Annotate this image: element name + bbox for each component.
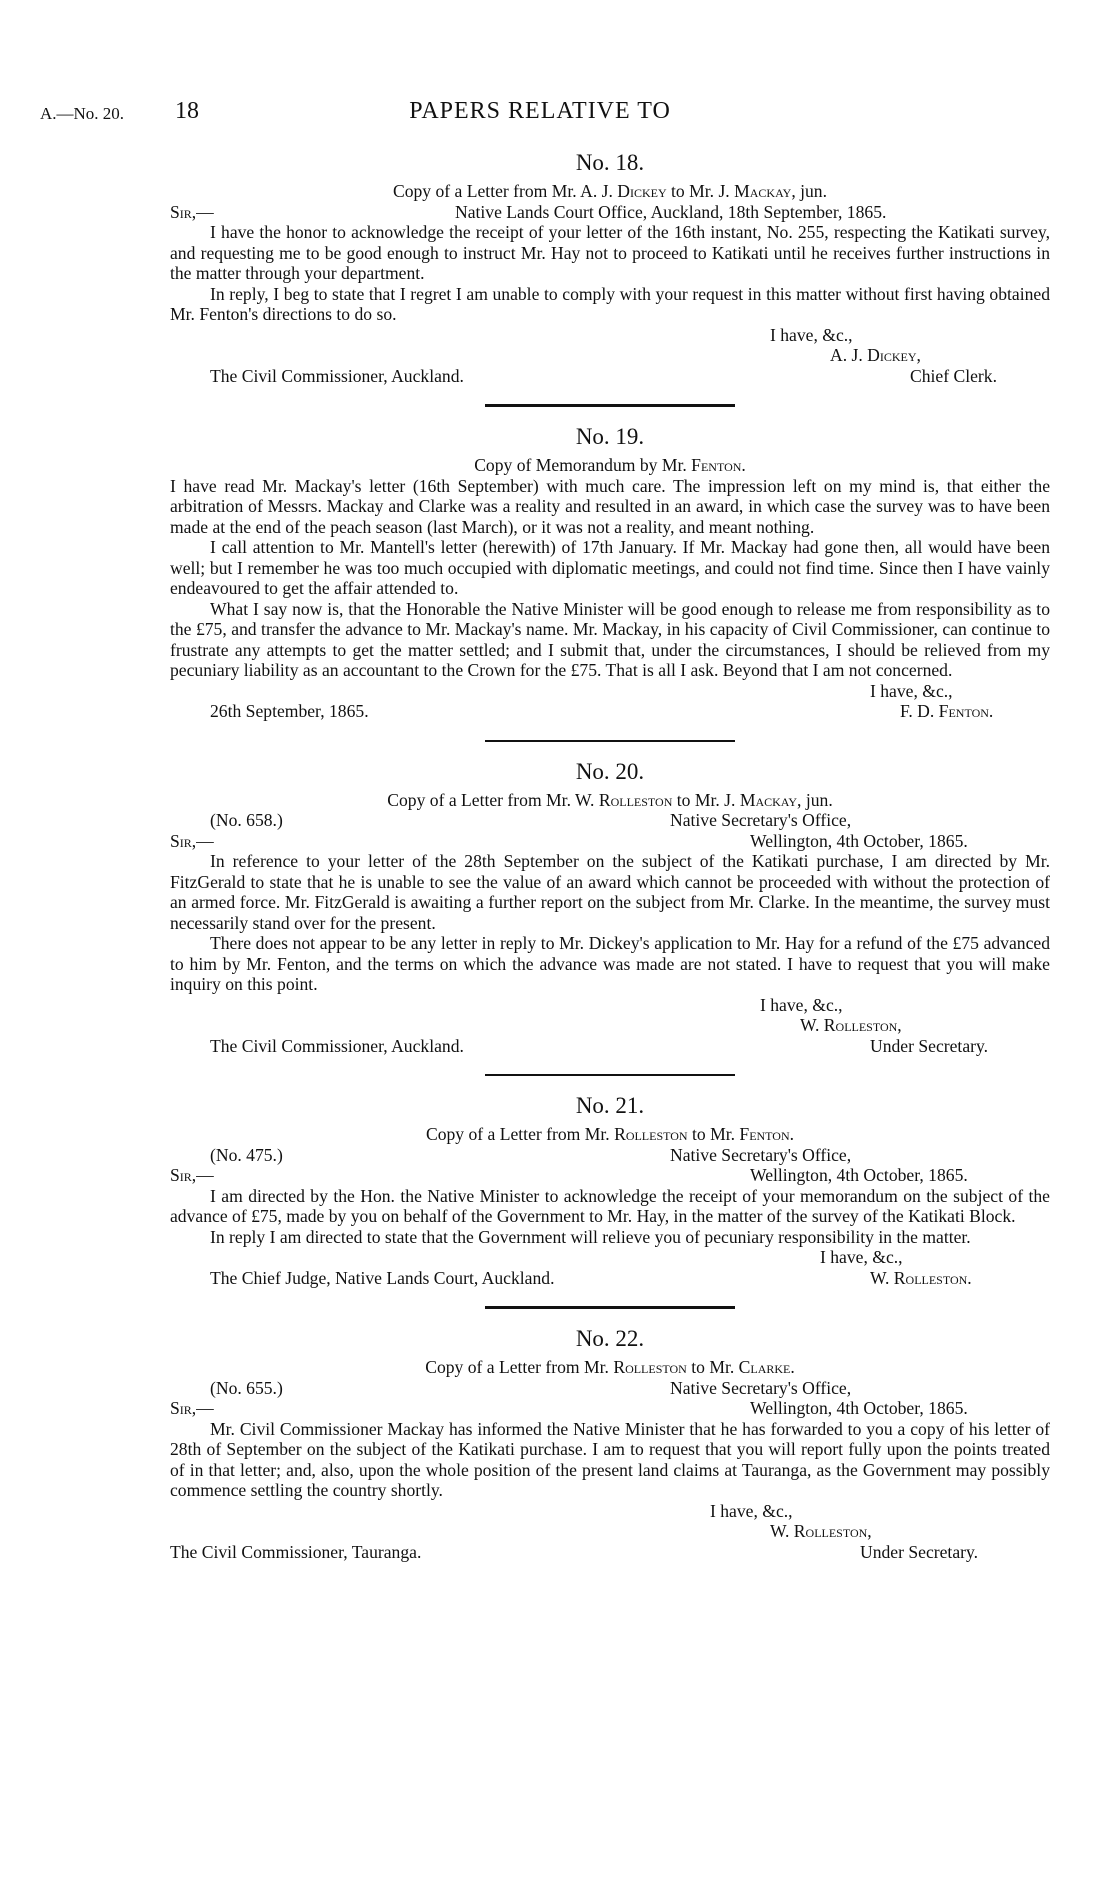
signer-title: Chief Clerk.: [910, 365, 997, 386]
salutation: Sir,—: [170, 1165, 214, 1185]
document-number: No. 18.: [575, 150, 645, 175]
reference-number: (No. 475.): [210, 1144, 283, 1165]
reference-number: (No. 655.): [210, 1377, 283, 1398]
paragraph: Mr. Civil Commissioner Mackay has informed the Native Minister that he has forwarded to you a copy of his letter of 28th of September on the subject of the Katikati purchase. I am to request that you will report fully upon the points treated of in that letter; and, also, upon the whole position of the present land claims at Tauranga, as the Government may possibly commence settling the country shortly.: [170, 1418, 1050, 1500]
closing: I have, &c.,: [870, 680, 953, 701]
document-no-19: [170, 423, 1050, 722]
document-number: No. 22.: [575, 1326, 645, 1351]
section-divider: [485, 404, 735, 407]
addressee: The Chief Judge, Native Lands Court, Auckland.: [210, 1267, 555, 1288]
document-no-18: [170, 149, 1050, 386]
paragraph: I call attention to Mr. Mantell's letter (herewith) of 17th January. If Mr. Mackay had gone then, all would have been well; but I remember he was too much occupied with diplomatic meetings, and could not find time. Since then I have vainly endeavoured to get the affair attended to.: [170, 537, 1050, 598]
document-number: No. 21.: [575, 1093, 645, 1118]
running-title: PAPERS RELATIVE TO: [409, 98, 671, 124]
office: Native Secretary's Office,: [670, 1144, 852, 1165]
closing: I have, &c.,: [820, 1247, 903, 1267]
document-caption: Copy of a Letter from Mr. Rolleston to Mr. Clarke.: [425, 1357, 795, 1377]
signer: W. Rolleston,: [770, 1521, 872, 1541]
salutation: Sir,—: [170, 1398, 214, 1418]
office-date: Native Lands Court Office, Auckland, 18th September, 1865.: [455, 201, 887, 222]
place-date: Wellington, 4th October, 1865.: [750, 830, 968, 851]
salutation-row: [170, 202, 1050, 223]
signer: W. Rolleston,: [800, 1015, 902, 1035]
document-caption: Copy of a Letter from Mr. W. Rolleston to Mr. J. Mackay, jun.: [387, 789, 833, 810]
section-divider: [485, 1306, 735, 1309]
paragraph: In reference to your letter of the 28th September on the subject of the Katikati purchase, I am directed by Mr. FitzGerald to state that he is unable to see the value of an award which cannot be proceeded with without the protection of an armed force. Mr. FitzGerald is awaiting a further report on the subject from Mr. Clarke. In the meantime, the survey must necessarily stand over for the present.: [170, 851, 1050, 933]
date: 26th September, 1865.: [210, 701, 369, 721]
addressee: The Civil Commissioner, Tauranga.: [170, 1541, 422, 1562]
paragraph: In reply I am directed to state that the Government will relieve you of pecuniary responsibility in the matter.: [210, 1226, 971, 1247]
signer-title: Under Secretary.: [870, 1035, 989, 1056]
paragraph: In reply, I beg to state that I regret I am unable to comply with your request in this matter without first having obtained Mr. Fenton's directions to do so.: [170, 283, 1050, 324]
section-divider: [485, 740, 735, 742]
signer: W. Rolleston.: [870, 1267, 972, 1288]
document-no-22: [170, 1325, 1050, 1562]
signer: A. J. Dickey,: [830, 345, 921, 365]
signer: F. D. Fenton.: [900, 701, 994, 721]
addressee: The Civil Commissioner, Auckland.: [210, 1035, 464, 1056]
closing: I have, &c.,: [710, 1500, 793, 1521]
office: Native Secretary's Office,: [670, 1377, 852, 1398]
paragraph: I have read Mr. Mackay's letter (16th September) with much care. The impression left on my mind is, that either the arbitration of Messrs. Mackay and Clarke was a reality and resulted in an award, in which case the survey was to have been made at the end of the peach season (last March), or it was not a reality, and meant nothing.: [170, 475, 1050, 537]
paragraph: I am directed by the Hon. the Native Minister to acknowledge the receipt of your memorandum on the subject of the advance of £75, made by you on behalf of the Government to Mr. Hay, in the matter of the survey of the Katikati Block.: [170, 1185, 1050, 1226]
document-caption: Copy of a Letter from Mr. A. J. Dickey to Mr. J. Mackay, jun.: [392, 181, 828, 201]
closing: I have, &c.,: [770, 324, 853, 345]
salutation: Sir,—: [170, 201, 214, 222]
section-divider: [485, 1074, 735, 1076]
office: Native Secretary's Office,: [670, 810, 852, 830]
document-caption: Copy of a Letter from Mr. Rolleston to Mr. Fenton.: [425, 1124, 795, 1144]
paragraph: I have the honor to acknowledge the receipt of your letter of the 16th instant, No. 255, respecting the Katikati survey, and requesting me to be good enough to instruct Mr. Hay not to proceed to Katikati until he receives further instructions in the matter through your department.: [170, 222, 1050, 283]
reference-number: (No. 658.): [210, 810, 283, 830]
page-header: [40, 98, 1040, 138]
document-body: [170, 143, 1050, 1562]
document-caption: Copy of Memorandum by Mr. Fenton.: [474, 455, 746, 475]
paragraph: There does not appear to be any letter in reply to Mr. Dickey's application to Mr. Hay for a refund of the £75 advanced to him by Mr. Fenton, and the terms on which the advance was made are not stated. I have to request that you will make inquiry on this point.: [170, 933, 1050, 994]
paper-reference: A.—No. 20.: [40, 104, 125, 123]
salutation: Sir,—: [170, 830, 214, 851]
document-number: No. 19.: [575, 424, 645, 449]
paragraph: What I say now is, that the Honorable the Native Minister will be good enough to release me from responsibility as to the £75, and transfer the advance to Mr. Mackay's name. Mr. Mackay, in his capacity of Civil Commissioner, can continue to frustrate any attempts to get the matter settled; and I submit that, under the circumstances, I should be relieved from my pecuniary liability as an accountant to the Crown for the £75. That is all I ask. Beyond that I am not concerned.: [170, 598, 1050, 680]
place-date: Wellington, 4th October, 1865.: [750, 1398, 968, 1418]
page-number: 18: [175, 98, 199, 124]
document-no-21: [170, 1092, 1050, 1288]
document-no-20: [170, 758, 1050, 1057]
addressee: The Civil Commissioner, Auckland.: [210, 365, 464, 386]
signer-title: Under Secretary.: [860, 1541, 979, 1562]
place-date: Wellington, 4th October, 1865.: [750, 1165, 968, 1185]
document-number: No. 20.: [575, 758, 645, 784]
closing: I have, &c.,: [760, 994, 843, 1015]
